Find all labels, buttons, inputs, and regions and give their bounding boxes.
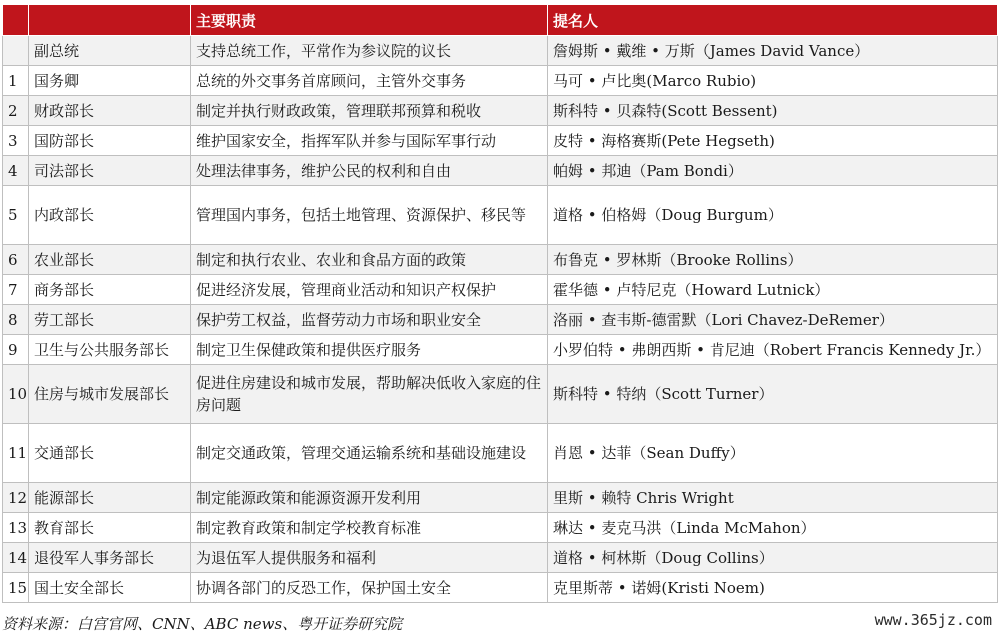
header-number bbox=[3, 5, 29, 36]
row-number: 5 bbox=[3, 186, 29, 245]
row-duty: 制定教育政策和制定学校教育标准 bbox=[191, 513, 548, 543]
row-duty: 制定卫生保健政策和提供医疗服务 bbox=[191, 335, 548, 365]
row-department: 农业部长 bbox=[29, 245, 191, 275]
watermark: www.365jz.com bbox=[874, 611, 992, 629]
row-duty: 为退伍军人提供服务和福利 bbox=[191, 543, 548, 573]
row-duty: 促进经济发展，管理商业活动和知识产权保护 bbox=[191, 275, 548, 305]
row-number bbox=[3, 36, 29, 66]
row-department: 商务部长 bbox=[29, 275, 191, 305]
row-nominee: 帕姆 • 邦迪（Pam Bondi） bbox=[548, 156, 998, 186]
row-number: 11 bbox=[3, 424, 29, 483]
row-nominee: 皮特 • 海格赛斯(Pete Hegseth) bbox=[548, 126, 998, 156]
row-number: 14 bbox=[3, 543, 29, 573]
row-duty: 制定和执行农业、农业和食品方面的政策 bbox=[191, 245, 548, 275]
table-row bbox=[3, 305, 998, 335]
row-duty: 保护劳工权益，监督劳动力市场和职业安全 bbox=[191, 305, 548, 335]
table-row bbox=[3, 186, 998, 245]
row-nominee: 道格 • 柯林斯（Doug Collins） bbox=[548, 543, 998, 573]
row-nominee: 里斯 • 赖特 Chris Wright bbox=[548, 483, 998, 513]
row-number: 3 bbox=[3, 126, 29, 156]
row-department: 住房与城市发展部长 bbox=[29, 365, 191, 424]
row-duty: 制定并执行财政政策，管理联邦预算和税收 bbox=[191, 96, 548, 126]
row-department: 国务卿 bbox=[29, 66, 191, 96]
row-duty: 支持总统工作，平常作为参议院的议长 bbox=[191, 36, 548, 66]
row-nominee: 小罗伯特 • 弗朗西斯 • 肯尼迪（Robert Francis Kennedy Jr.） bbox=[548, 335, 998, 365]
table-row bbox=[3, 66, 998, 96]
row-number: 6 bbox=[3, 245, 29, 275]
row-department: 国防部长 bbox=[29, 126, 191, 156]
header-nominee: 提名人 bbox=[548, 5, 998, 36]
row-department: 副总统 bbox=[29, 36, 191, 66]
row-nominee: 肖恩 • 达菲（Sean Duffy） bbox=[548, 424, 998, 483]
row-number: 1 bbox=[3, 66, 29, 96]
row-nominee: 布鲁克 • 罗林斯（Brooke Rollins） bbox=[548, 245, 998, 275]
row-number: 7 bbox=[3, 275, 29, 305]
row-duty: 维护国家安全，指挥军队并参与国际军事行动 bbox=[191, 126, 548, 156]
row-nominee: 詹姆斯 • 戴维 • 万斯（James David Vance） bbox=[548, 36, 998, 66]
row-number: 4 bbox=[3, 156, 29, 186]
table-row bbox=[3, 513, 998, 543]
table-row bbox=[3, 36, 998, 66]
row-duty: 协调各部门的反恐工作，保护国土安全 bbox=[191, 573, 548, 603]
header-department bbox=[29, 5, 191, 36]
row-department: 交通部长 bbox=[29, 424, 191, 483]
table-row bbox=[3, 245, 998, 275]
row-number: 2 bbox=[3, 96, 29, 126]
table-header-row bbox=[3, 5, 998, 36]
table-row bbox=[3, 543, 998, 573]
row-nominee: 斯科特 • 贝森特(Scott Bessent) bbox=[548, 96, 998, 126]
cabinet-table bbox=[2, 4, 998, 603]
row-nominee: 霍华德 • 卢特尼克（Howard Lutnick） bbox=[548, 275, 998, 305]
table-row bbox=[3, 335, 998, 365]
table-row bbox=[3, 275, 998, 305]
row-department: 财政部长 bbox=[29, 96, 191, 126]
table-row bbox=[3, 96, 998, 126]
row-number: 9 bbox=[3, 335, 29, 365]
row-nominee: 道格 • 伯格姆（Doug Burgum） bbox=[548, 186, 998, 245]
table-row bbox=[3, 483, 998, 513]
row-nominee: 琳达 • 麦克马洪（Linda McMahon） bbox=[548, 513, 998, 543]
row-duty: 制定交通政策，管理交通运输系统和基础设施建设 bbox=[191, 424, 548, 483]
row-duty: 制定能源政策和能源资源开发利用 bbox=[191, 483, 548, 513]
row-department: 能源部长 bbox=[29, 483, 191, 513]
table-row bbox=[3, 156, 998, 186]
row-department: 教育部长 bbox=[29, 513, 191, 543]
row-number: 15 bbox=[3, 573, 29, 603]
row-nominee: 斯科特 • 特纳（Scott Turner） bbox=[548, 365, 998, 424]
table-row bbox=[3, 126, 998, 156]
row-department: 国土安全部长 bbox=[29, 573, 191, 603]
row-department: 司法部长 bbox=[29, 156, 191, 186]
table-row bbox=[3, 365, 998, 424]
table-row bbox=[3, 573, 998, 603]
row-nominee: 洛丽 • 查韦斯-德雷默（Lori Chavez-DeRemer） bbox=[548, 305, 998, 335]
row-number: 12 bbox=[3, 483, 29, 513]
row-number: 13 bbox=[3, 513, 29, 543]
row-nominee: 马可 • 卢比奥(Marco Rubio) bbox=[548, 66, 998, 96]
row-department: 退役军人事务部长 bbox=[29, 543, 191, 573]
row-number: 10 bbox=[3, 365, 29, 424]
row-department: 卫生与公共服务部长 bbox=[29, 335, 191, 365]
row-duty: 促进住房建设和城市发展，帮助解决低收入家庭的住房问题 bbox=[191, 365, 548, 424]
row-nominee: 克里斯蒂 • 诺姆(Kristi Noem) bbox=[548, 573, 998, 603]
row-department: 劳工部长 bbox=[29, 305, 191, 335]
row-number: 8 bbox=[3, 305, 29, 335]
row-duty: 总统的外交事务首席顾问，主管外交事务 bbox=[191, 66, 548, 96]
source-note: 资料来源：白宫官网、CNN、ABC news、粤开证券研究院 bbox=[2, 615, 403, 633]
row-duty: 管理国内事务，包括土地管理、资源保护、移民等 bbox=[191, 186, 548, 245]
header-duty: 主要职责 bbox=[191, 5, 548, 36]
row-department: 内政部长 bbox=[29, 186, 191, 245]
row-duty: 处理法律事务，维护公民的权利和自由 bbox=[191, 156, 548, 186]
table-row bbox=[3, 424, 998, 483]
